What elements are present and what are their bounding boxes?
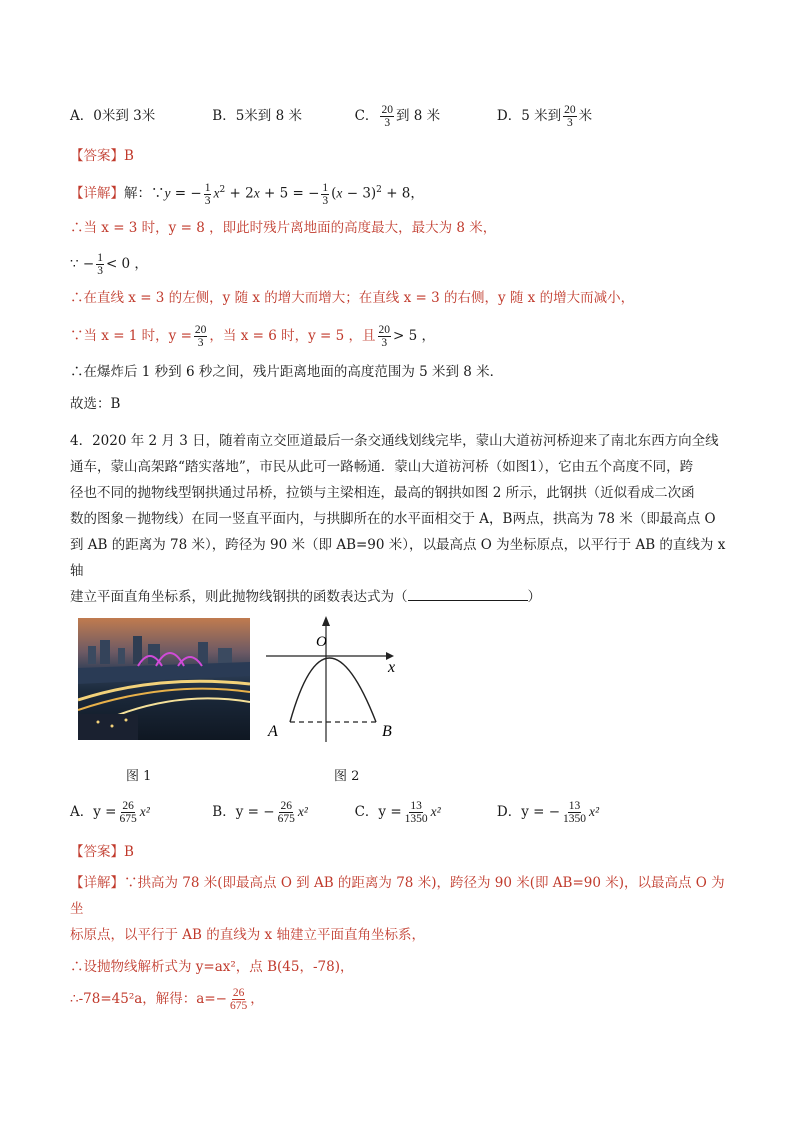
q3-choose: 故选：B — [70, 396, 121, 412]
bridge-photo-art — [78, 618, 250, 740]
q4-option-d: D．y = − $\frac{13}{1350}$ x² — [496, 800, 600, 825]
label-x: x — [388, 659, 396, 676]
fig1-caption: 图 1 — [126, 769, 152, 784]
label-a: A — [268, 723, 278, 740]
label-b: B — [382, 723, 392, 740]
parabola-curve — [290, 658, 376, 722]
q3-detail-line-5: ∵当 x = 1 时，y = $\frac{20}{3}$ ，当 x = 6 时，y = 5 ，且 $\frac{20}{3}$ > 5 ， — [70, 324, 435, 349]
q3-options-row — [70, 104, 592, 129]
q4-stem: 4．2020 年 2 月 3 日，随着南立交匝道最后一条交通线划线完毕，蒙山大道祊河桥迎来了南北东西方向全线 通车，蒙山高架路“踏实落地”，市民从此可一路畅通．蒙山大道祊河桥（如图1），它由五个高度不同，跨 径也不同的抛物线型钢拱通过吊桥，拉锁与主梁相连，最高的钢拱如图 2 所示，此钢拱（近似看成二次函 数的图象－抛物线）在同一竖直平面内，与拱脚所在的水平面相交于 A，B两点，拱高为 78 米（即最高点 O 到 AB 的距离为 78 米），跨径为 90 米（即 AB=90 米），以最高点 O 为坐标原点，以平行于 AB 的直线为 x 轴 建立平面直角坐标系，则此抛物线钢拱的函数表达式为（ ） — [70, 433, 726, 605]
q3-option-b: B．5米到 8 米 — [212, 108, 302, 124]
q3-detail-line-2: ∴当 x = 3 时，y = 8 ，即此时残片离地面的高度最大，最大为 8 米， — [70, 220, 497, 236]
y-axis-arrow — [322, 616, 330, 626]
q4-options-row — [70, 800, 599, 825]
q4-detail: 【详解】∵拱高为 78 米(即最高点 O 到 AB 的距离为 78 米)，跨径为 90 米(即 AB=90 米)，以最高点 O 为坐 标原点，以平行于 AB 的直线为 x 轴建立平面直角坐标系， ∴设抛物线解析式为 y=ax²，点 B(45，-78)， ∴-78=45²a，解得：a=− $\frac{26}{675}$ ， — [70, 875, 725, 1012]
q3-option-a: A．0米到 3米 — [70, 108, 156, 124]
q3-option-d: D．5 米到 $\frac{20}{3}$ 米 — [496, 104, 593, 129]
q4-option-b: B．y = − $\frac{26}{675}$ x² — [212, 800, 308, 825]
q4-option-c: C．y = $\frac{13}{1350}$ x² — [354, 800, 441, 825]
parabola-diagram — [262, 614, 412, 744]
bridge-photo — [78, 618, 250, 740]
fig2-caption: 图 2 — [334, 769, 360, 784]
q3-detail-line-4: ∴在直线 x = 3 的左侧，y 随 x 的增大而增大；在直线 x = 3 的右侧，y 随 x 的增大而减小， — [70, 290, 635, 306]
q3-detail-line-1: 【详解】解：∵y = − $\frac{1}{3}$ $x^2 + 2x + 5$ = − $\frac{1}{3}$ $(x - 3)^2 + 8$， — [70, 181, 424, 207]
q4-answer: 【答案】B — [70, 844, 134, 860]
q3-detail-line-3: ∵ − $\frac{1}{3}$ < 0 ， — [70, 252, 148, 277]
label-o: O — [316, 634, 327, 650]
q4-option-a: A．y = $\frac{26}{675}$ x² — [70, 800, 150, 825]
q3-detail-line-6: ∴在爆炸后 1 秒到 6 秒之间，残片距离地面的高度范围为 5 米到 8 米． — [70, 364, 504, 380]
q3-answer: 【答案】B — [70, 148, 134, 164]
q3-option-c: C． $\frac{20}{3}$ 到 8 米 — [354, 104, 441, 129]
